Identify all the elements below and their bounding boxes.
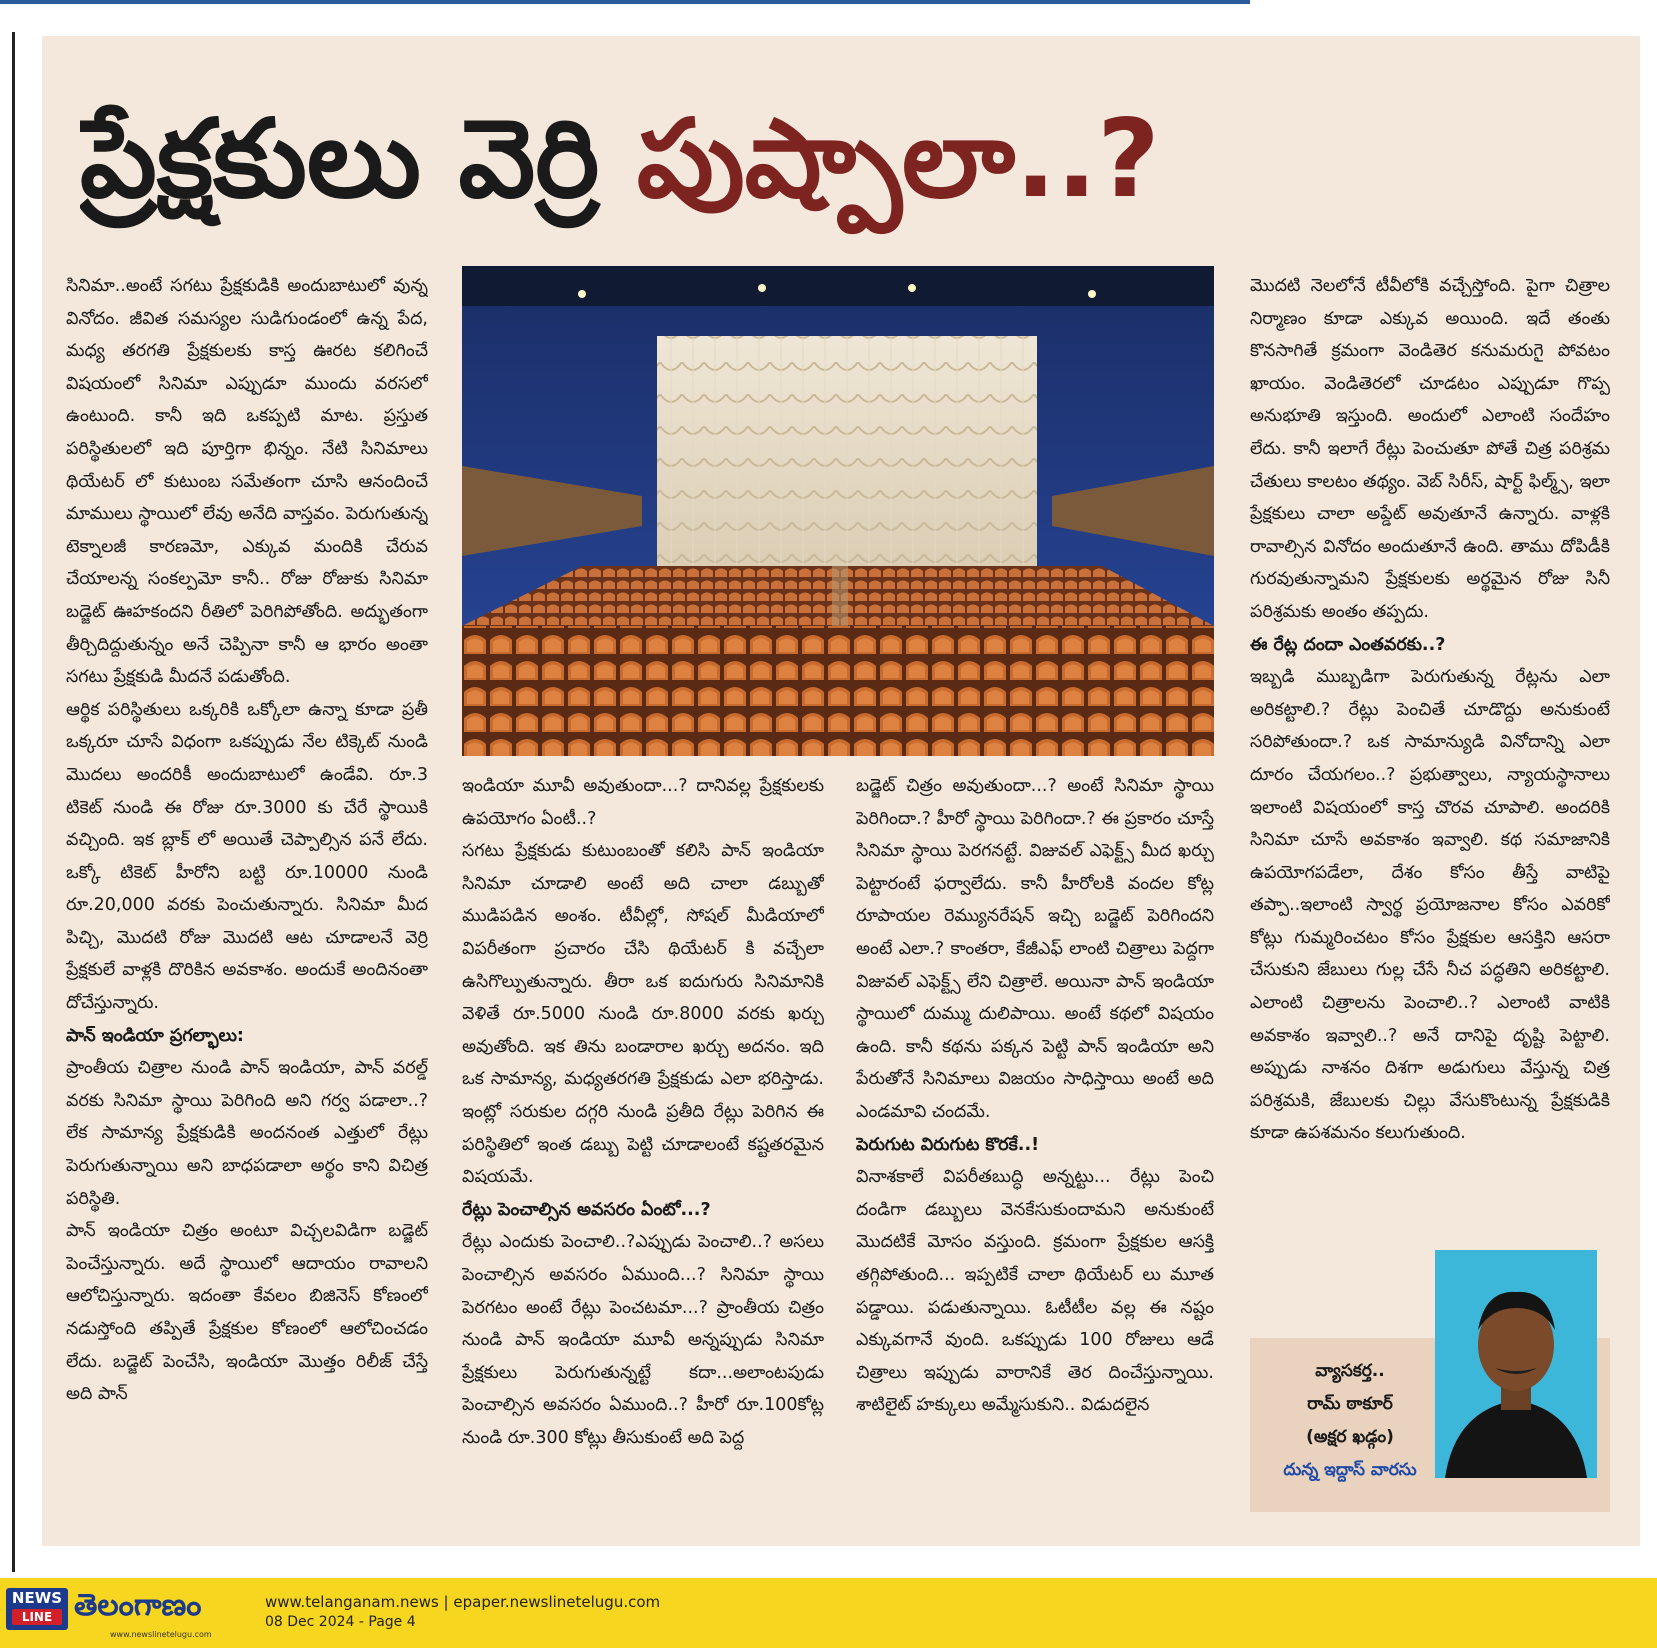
logo-website: www.newslinetelugu.com (110, 1630, 212, 1639)
footer-bar (0, 1578, 1657, 1648)
logo-line-text: LINE (12, 1609, 62, 1625)
article-paragraph: ఇబ్బడి ముబ్బడిగా పెరుగుతున్న రేట్లను ఎలా అరికట్టాలి.? రేట్లు పెంచితే చూడొద్దు అనుకుంటే సరిపోతుందా.? ఒక సామాన్యుడి వినోదాన్ని ఎలా దూరం చేయగలం..? ప్రభుత్వాలు, న్యాయస్థానాలు ఇలాంటి విషయంలో కాస్త చొరవ చూపాలి. అందరికి సినిమా చూసే అవకాశం ఇవ్వాలి. కథ సమాజానికి ఉపయోగపడేలా, దేశం కోసం తీస్తే వాటిపై తప్పా..ఇలాంటి స్వార్థ ప్రయోజనాల కోసం ఎవరికో కోట్లు గుమ్మరించటం కోసం ప్రేక్షకుల ఆసక్తిని ఆసరా చేసుకుని జేబులు గుల్ల చేసే నీచ పద్ధతిని అరికట్టాలి. ఎలాంటి చిత్రాలను పెంచాలి..? ఎలాంటి వాటికి అవకాశం ఇవ్వాలి..? అనే దానిపై దృష్టి పెట్టాలి. అప్పుడు నాశనం దిశగా అడుగులు వేస్తున్న చిత్ర పరిశ్రమకి, జేబులకు చిల్లు వేసుకొంటున్న ప్రేక్షకుడికి కూడా ఉపశమనం కలుగుతుంది. (1250, 667, 1610, 1144)
section-subheading: రేట్లు పెంచాల్సిన అవసరం ఏంటో...? (462, 1199, 711, 1220)
article-paragraph: మొదటి నెలలోనే టీవీలోకి వచ్చేస్తోంది. పైగా చిత్రాల నిర్మాణం కూడా ఎక్కువ అయింది. ఇదే తంతు కొనసాగితే క్రమంగా వెండితెర కనుమరుగై పోవటం ఖాయం. వెండితెరలో చూడటం ఎప్పుడూ గొప్ప అనుభూతి ఇస్తుంది. అందులో ఎలాంటి సందేహం లేదు. కానీ ఇలాగే రేట్లు పెంచుతూ పోతే చిత్ర పరిశ్రమ చేతులు కాలటం తథ్యం. వెబ్ సిరీస్, షార్ట్ ఫిల్మ్స్, ఇలా ప్రేక్షకులు చాలా అప్డేట్ అవుతూనే ఉన్నారు. వాళ్లకి రావాల్సిన వినోదం అందుతూనే ఉంది. తాము దోపిడీకి గురవుతున్నామని ప్రేక్షకులకు అర్థమైన రోజు సినీ పరిశ్రమకు అంతం తప్పదు. (1250, 276, 1610, 622)
article-column-3 (856, 770, 1214, 1525)
article-column-1 (66, 270, 428, 1525)
telanganam-logo[interactable]: తెలంగాణం (74, 1588, 202, 1623)
theatre-illustration (462, 266, 1214, 756)
byline (1250, 1355, 1450, 1487)
author-portrait-illustration (1435, 1250, 1597, 1478)
left-rule (12, 32, 15, 1572)
footer-links[interactable]: www.telanganam.news | epaper.newslinetelugu.com (265, 1593, 661, 1611)
top-rule (0, 0, 1250, 4)
article-paragraph: ప్రాంతీయ చిత్రాల నుండి పాన్ ఇండియా, పాన్ వరల్డ్ వరకు సినిమా స్థాయి పెరిగింది అని గర్వ పడాలా..? లేక సామాన్య ప్రేక్షకుడికి అందనంత ఎత్తులో రేట్లు పెరుగుతున్నాయి అని బాధపడాలా అర్థం కాని విచిత్ర పరిస్థితి. (66, 1058, 428, 1209)
headline-part2: పుష్పాలా..? (636, 97, 1160, 222)
article-column-2 (462, 770, 824, 1525)
logo-news-text: NEWS (11, 1589, 63, 1607)
article-paragraph: రేట్లు ఎందుకు పెంచాలి..?ఎప్పుడు పెంచాలి..? అసలు పెంచాల్సిన అవసరం ఏముంది...? సినిమా స్థాయి పెరగటం అంటే రేట్లు పెంచటమా...? ప్రాంతీయ చిత్రం నుండి పాన్ ఇండియా మూవీ అన్నప్పుడు సినిమా ప్రేక్షకులు పెరుగుతున్నట్టే కదా...అలాంటపుడు పెంచాల్సిన అవసరం ఏముంది..? హీరో రూ.100కోట్ల నుండి రూ.300 కోట్లు తీసుకుంటే అది పెద్ద (462, 1232, 824, 1448)
section-subheading: పాన్ ఇండియా ప్రగల్భాలు: (66, 1025, 244, 1046)
article-paragraph: సినిమా..అంటే సగటు ప్రేక్షకుడికి అందుబాటులో వున్న వినోదం. జీవిత సమస్యల సుడిగుండంలో ఉన్న పేద, మధ్య తరగతి ప్రేక్షకులకు కాస్త ఊరట కలిగించే విషయంలో సినిమా ఎప్పుడూ ముందు వరసలో ఉంటుంది. కానీ ఇది ఒకప్పటి మాట. ప్రస్తుత పరిస్థితులలో ఇది పూర్తిగా భిన్నం. నేటి సినిమాలు థియేటర్ లో కుటుంబ సమేతంగా చూసి ఆనందించే మాములు స్థాయిలో లేవు అనేది వాస్తవం. పెరుగుతున్న టెక్నాలజీ కారణమో, ఎక్కువ మందికి చేరువ చేయాలన్న సంకల్పమో కానీ.. రోజు రోజుకు సినిమా బడ్జెట్ ఊహకందని రీతిలో పెరిగిపోతోంది. అద్భుతంగా తీర్చిదిద్దుతున్నం అనే చెప్పినా కానీ ఆ భారం అంతా సగటు ప్రేక్షకుడి మీదనే పడుతోంది. (66, 276, 428, 688)
article-paragraph: ఇండియా మూవీ అవుతుందా...? దానివల్ల ప్రేక్షకులకు ఉపయోగం ఏంటీ..? (462, 776, 824, 829)
headline (80, 60, 1600, 260)
headline-part1: ప్రేక్షకులు వెర్రి (80, 97, 637, 222)
section-subheading: పెరుగుట విరుగుట కొరకే..! (856, 1134, 1040, 1155)
theatre-photo (462, 266, 1214, 756)
newsline-logo[interactable] (6, 1588, 68, 1630)
article-paragraph: పాన్ ఇండియా చిత్రం అంటూ విచ్చలవిడిగా బడ్జెట్ పెంచేస్తున్నారు. అదే స్థాయిలో ఆదాయం రావాలని ఆలోచిస్తున్నారు. ఇదంతా కేవలం బిజినెస్ కోణంలో నడుస్తోంది తప్పితే ప్రేక్షకుల కోణంలో ఆలోచించడం లేదు. బడ్జెట్ పెంచేసి, ఇండియా మొత్తం రిలీజ్ చేస్తే అది పాన్ (66, 1221, 428, 1405)
footer-date-page: 08 Dec 2024 - Page 4 (265, 1614, 416, 1630)
article-paragraph: సగటు ప్రేక్షకుడు కుటుంబంతో కలిసి పాన్ ఇండియా సినిమా చూడాలి అంటే అది చాలా డబ్బుతో ముడిపడిన అంశం. టీవీల్లో, సోషల్ మీడియాలో విపరీతంగా ప్రచారం చేసి థియేటర్ కి వచ్చేలా ఉసిగొల్పుతున్నారు. తీరా ఒక ఐదుగురు సినిమానికి వెళితే రూ.5000 నుండి రూ.8000 వరకు ఖర్చు అవుతోంది. ఇక తిను బండారాల ఖర్చు అదనం. ఇది ఒక సామాన్య, మధ్యతరగతి ప్రేక్షకుడు ఎలా భరిస్తాడు. ఇంట్లో సరుకుల దగ్గరి నుండి ప్రతీది రేట్లు పెరిగిన ఈ పరిస్థితిలో ఇంత డబ్బు పెట్టి చూడాలంటే కష్టతరమైన విషయమే. (462, 841, 824, 1188)
author-portrait (1435, 1250, 1597, 1478)
byline-pen-name: (అక్షర ఖడ్గం) (1306, 1427, 1394, 1447)
byline-place: దున్న ఇద్దాస్ వారసు (1283, 1460, 1417, 1480)
article-column-4 (1250, 270, 1610, 1340)
section-subheading: ఈ రేట్ల దందా ఎంతవరకు..? (1250, 634, 1446, 655)
article-paragraph: వినాశకాలే విపరీతబుద్ధి అన్నట్టు... రేట్లు పెంచి దండిగా డబ్బులు వెనకేసుకుందామని అనుకుంటే మొదటికే మోసం వస్తుంది. క్రమంగా ప్రేక్షకుల ఆసక్తి తగ్గిపోతుంది... ఇప్పటికే చాలా థియేటర్ లు మూత పడ్డాయి. పడుతున్నాయి. ఓటీటీల వల్ల ఈ నష్టం ఎక్కువగానే వుంది. ఒకప్పుడు 100 రోజులు ఆడే చిత్రాలు ఇప్పుడు వారానికే తెర దించేస్తున్నాయి. శాటిలైట్ హక్కులు అమ్మేసుకుని.. విడుదలైన (856, 1167, 1214, 1416)
byline-role: వ్యాసకర్త.. (1315, 1361, 1385, 1381)
article-paragraph: బడ్జెట్ చిత్రం అవుతుందా...? అంటే సినిమా స్థాయి పెరిగిందా.? హీరో స్థాయి పెరిగిందా.? ఈ ప్రకారం చూస్తే సినిమా స్థాయి పెరగనట్టే. విజువల్ ఎఫెక్ట్స్ మీద ఖర్చు పెట్టారంటే ఫర్వాలేదు. కానీ హీరోలకి వందల కోట్ల రూపాయల రెమ్యునరేషన్ ఇచ్చి బడ్జెట్ పెరిగిందని అంటే ఎలా.? కాంతరా, కేజీఎఫ్ లాంటి చిత్రాలు పెద్దగా విజువల్ ఎఫెక్ట్స్ లేని చిత్రాలే. అయినా పాన్ ఇండియా స్థాయిలో దుమ్ము దులిపాయి. అంటే కథలో విషయం ఉంది. కానీ కథను పక్కన పెట్టి పాన్ ఇండియా అని పేరుతోనే సినిమాలు విజయం సాధిస్తాయి అంటే అది ఎండమావి చందమే. (856, 776, 1214, 1122)
byline-name: రామ్ ఠాకూర్ (1307, 1394, 1393, 1414)
article-paragraph: ఆర్థిక పరిస్థితులు ఒక్కరికి ఒక్కోలా ఉన్నా కూడా ప్రతీ ఒక్కరూ చూసే విధంగా ఒకప్పుడు నేల టిక్కెట్ నుండి మొదలు అందరికీ అందుబాటులో ఉండేవి. రూ.3 టికెట్ నుండి ఈ రోజు రూ.3000 కు చేరే స్థాయికి వచ్చింది. ఇక బ్లాక్ లో అయితే చెప్పాల్సిన పనే లేదు. ఒక్కో టికెట్ హీరోని బట్టి రూ.10000 నుండి రూ.20,000 వరకు పెంచుతున్నారు. సినిమా మీద పిచ్చి, మొదటి రోజు మొదటి ఆట చూడాలనే వెర్రి ప్రేక్షకులే వాళ్లకి దొరికిన అవకాశం. అందుకే అందినంతా దోచేస్తున్నారు. (66, 699, 428, 1014)
